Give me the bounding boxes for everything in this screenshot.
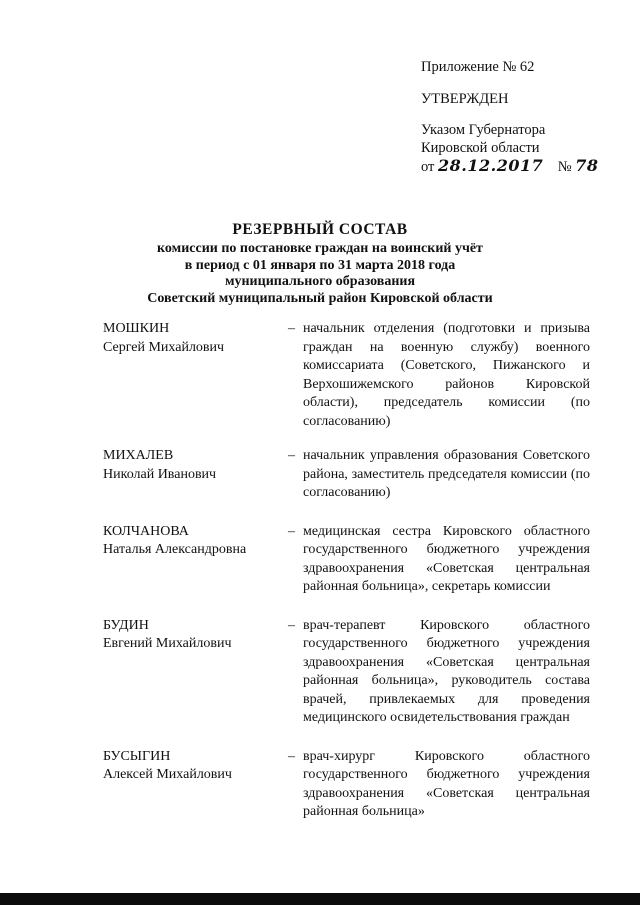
member-given-name: Наталья Александровна bbox=[103, 542, 247, 557]
member-given-name: Сергей Михайлович bbox=[103, 339, 225, 355]
member-entry bbox=[103, 617, 593, 728]
member-name bbox=[103, 447, 283, 484]
date-prefix: от bbox=[421, 159, 435, 175]
decree-number-handwritten: 78 bbox=[575, 156, 599, 175]
member-role: начальник отделения (подготовки и призыва граждан на военную службу) военного комиссариата (Советского, Пижанского и Верхошижемского районов Кировской области), председатель комиссии (по согласованию) bbox=[303, 321, 590, 429]
title-line-4: Советский муниципальный район Кировской области bbox=[147, 290, 493, 306]
member-name bbox=[103, 617, 283, 654]
member-given-name: Николай Иванович bbox=[103, 466, 217, 482]
member-surname: МИХАЛЕВ bbox=[103, 448, 174, 463]
member-name bbox=[103, 523, 283, 560]
member-entry bbox=[103, 523, 593, 597]
member-dash: – bbox=[288, 448, 295, 463]
member-role: врач-терапевт Кировского областного государственного бюджетного учреждения здравоохранения «Советская центральная районная больница», руководитель состава врачей, привлекаемых для проведения медицинского освидетельствования граждан bbox=[303, 617, 590, 725]
member-entry bbox=[103, 320, 593, 431]
member-role: начальник управления образования Советского района, заместитель председателя комиссии (по согласованию) bbox=[303, 448, 590, 500]
member-role: медицинская сестра Кировского областного государственного бюджетного учреждения здравоохранения «Советская центральная районная больница», секретарь комиссии bbox=[303, 523, 590, 594]
title-line-1: комиссии по постановке граждан на воинский учёт bbox=[157, 241, 483, 256]
member-dash: – bbox=[288, 523, 295, 539]
member-given-name: Евгений Михайлович bbox=[103, 636, 232, 651]
number-prefix: № bbox=[557, 159, 572, 175]
member-dash: – bbox=[288, 748, 295, 764]
member-surname: БУСЫГИН bbox=[103, 748, 171, 764]
title-main: РЕЗЕРВНЫЙ СОСТАВ bbox=[232, 221, 408, 238]
decree-date-line bbox=[421, 157, 621, 176]
member-surname: КОЛЧАНОВА bbox=[103, 523, 189, 539]
member-name bbox=[103, 748, 283, 785]
scan-edge-bar bbox=[0, 893, 640, 905]
approval-header bbox=[421, 58, 621, 176]
member-entry bbox=[103, 748, 593, 822]
member-surname: БУДИН bbox=[103, 617, 149, 633]
member-role: врач-хирург Кировского областного государственного бюджетного учреждения здравоохранения «Советская центральная районная больница» bbox=[303, 748, 590, 819]
member-surname: МОШКИН bbox=[103, 321, 170, 336]
member-list bbox=[103, 320, 593, 822]
member-dash: – bbox=[288, 321, 295, 336]
approved-label: УТВЕРЖДЕН bbox=[421, 91, 509, 107]
member-entry bbox=[103, 447, 593, 503]
title-line-3: муниципального образования bbox=[224, 274, 416, 289]
appendix-number: Приложение № 62 bbox=[421, 59, 535, 75]
decree-line-1: Указом Губернатора bbox=[421, 122, 546, 138]
member-dash: – bbox=[288, 617, 295, 633]
document-title bbox=[100, 220, 540, 307]
decree-line-2: Кировской области bbox=[421, 140, 540, 156]
member-name bbox=[103, 320, 283, 357]
member-given-name: Алексей Михайлович bbox=[103, 767, 232, 782]
decree-date-handwritten: 28.12.2017 bbox=[438, 156, 544, 175]
title-line-2: в период с 01 января по 31 марта 2018 года bbox=[184, 257, 456, 273]
